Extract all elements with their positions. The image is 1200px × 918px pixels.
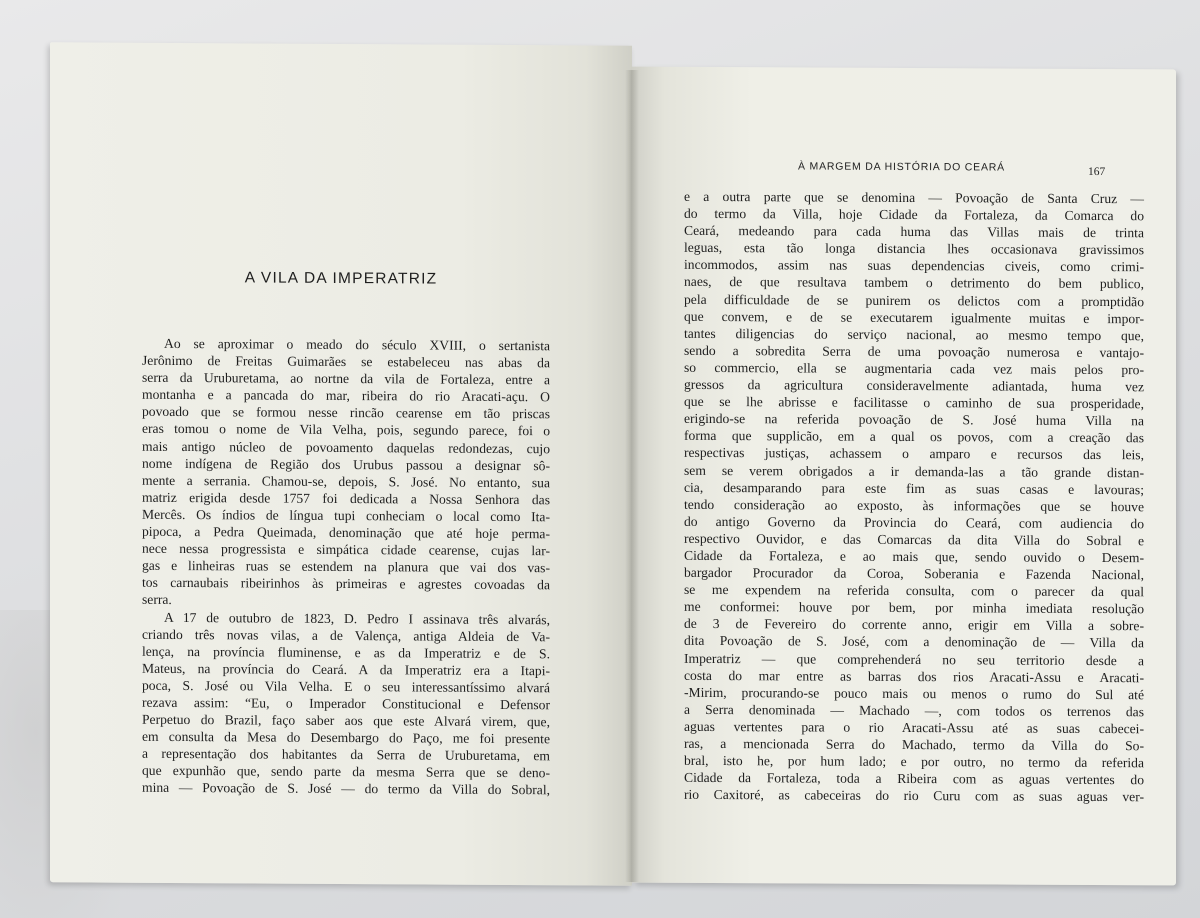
left-page-body	[142, 335, 550, 799]
text-line: dita Povoação de S. José, com a denominação de — Villa da	[684, 633, 1144, 651]
text-line: Ceará, medeando para cada huma das Villas mais de trinta	[684, 223, 1144, 241]
text-line: do termo da Villa, hoje Cidade da Fortaleza, da Comarca do	[684, 205, 1144, 224]
text-line: pipoca, a Pedra Queimada, denominação que até hoje perma-	[142, 523, 550, 542]
text-line: tos carnaubais ribeirinhos às primeiras e agrestes covoadas da	[142, 575, 550, 593]
right-page	[632, 67, 1176, 886]
text-line: bral, isto he, por hum lado; e por outro, no termo da referida	[684, 752, 1144, 771]
text-line: me conformei: houve por bem, por minha imediata resolução	[684, 599, 1144, 617]
text-line: leguas, esta tão longa distancia lhes occasionava gravissimos	[684, 240, 1144, 258]
text-line: de 3 de Fevereiro do corrente anno, erigir em Villa a sobre-	[684, 616, 1144, 634]
page-number: 167	[1088, 165, 1106, 179]
text-line: aguas vertentes para o rio Aracati-Assu até as suas cabecei-	[684, 718, 1144, 737]
text-line: -Mirim, procurando-se pouco mais ou menos o rumo do Sul até	[684, 684, 1144, 702]
text-line: e a outra parte que se denomina — Povoação de Santa Cruz —	[684, 188, 1144, 207]
text-line: a representação dos habitantes da Serra de Uruburetama, em	[142, 746, 550, 764]
text-line: so commercio, ella se augmentaria cada vez mais pelos pro-	[684, 359, 1144, 378]
text-line: serra da Uruburetama, ao nortne da vila de Fortaleza, entre a	[142, 369, 550, 388]
text-line: respectivas justiças, achassem o amparo e recursos das leis,	[684, 445, 1144, 463]
text-line: ras, a mencionada Serra do Machado, termo da Villa do So-	[684, 735, 1144, 754]
text-line: serra.	[142, 592, 172, 608]
text-line: do antigo Governo da Provincia do Ceará, com audiencia do	[684, 513, 1144, 532]
text-line: Ao se aproximar o meado do século XVIII, o sertanista	[164, 335, 550, 354]
text-line: costa do mar entre as barras dos rios Aracati-Assu e Aracati-	[684, 667, 1144, 685]
text-line: forma que supplicão, em a qual os povos, com a creação das	[684, 428, 1144, 446]
text-line: bargador Procurador da Coroa, Soberania e Fazenda Nacional,	[684, 564, 1144, 583]
left-page	[50, 42, 632, 886]
chapter-title: A VILA DA IMPERATRIZ	[244, 269, 438, 288]
book-gutter	[625, 70, 639, 882]
text-line: se me expendem na referida consulta, com o parecer da qual	[684, 582, 1144, 600]
text-line: que expunhão que, sendo parte da mesma Serra que se deno-	[142, 763, 550, 781]
text-line: rezava assim: “Eu, o Imperador Constitucional e Defensor	[142, 694, 550, 713]
text-line: a Serra denominada — Machado —, com todos os terrenos das	[684, 701, 1144, 720]
text-line: lença, na província fluminense, e as da Imperatriz e de S.	[142, 643, 550, 661]
right-page-body	[684, 188, 1144, 806]
text-line: pela difficuldade de se punirem os delictos com a promptidão	[684, 291, 1144, 309]
text-line: sem se verem obrigados a ir demanda-las a tão grande distan-	[684, 462, 1144, 480]
text-line: Mateus, na província do Ceará. A da Imperatriz era a Itapi-	[142, 660, 550, 679]
text-line: rio Caxitoré, as cabeceiras do rio Curu com as suas aguas ver-	[684, 787, 1144, 805]
text-line: Cidade da Fortaleza, toda a Ribeira com as aguas vertentes do	[684, 770, 1144, 788]
text-line: Perpetuo do Brazil, faço saber aos que este Alvará virem, que,	[142, 711, 550, 730]
text-line: tendo consideração ao exposto, às informações que se houve	[684, 496, 1144, 514]
text-line: que se lhe abrisse e facilitasse o caminho de sua prosperidade,	[684, 393, 1144, 412]
text-line: incommodos, assim nas suas dependencias civeis, como crimi-	[684, 257, 1144, 275]
text-line: mina — Povoação de S. José — do termo da Villa do Sobral,	[142, 780, 550, 798]
text-line: criando três novas vilas, a de Valença, antiga Aldeia de Va-	[142, 626, 550, 644]
text-line: mais antigo núcleo de povoamento daquelas redondezas, cujo	[142, 438, 550, 456]
text-line: em consulta da Mesa do Desembargo do Paço, me foi presente	[142, 728, 550, 747]
text-line: Cidade da Fortaleza, e ao mais que, sendo ouvido o Desem-	[684, 547, 1144, 566]
text-line: Imperatriz — que comprehenderá no seu territorio desde a	[684, 650, 1144, 668]
text-line: naes, de que resultava tambem o detrimento do bem publico,	[684, 274, 1144, 292]
text-line: povoado que se formou nesse rincão cearense em tão priscas	[142, 404, 550, 422]
text-line: sendo a sobredita Serra de uma povoação numerosa e vantajo-	[684, 342, 1144, 361]
text-line: nome indígena de Região dos Urubus passou a designar sô-	[142, 455, 550, 473]
text-line: eras tomou o nome de Vila Velha, pois, segundo parece, foi o	[142, 421, 550, 439]
text-line: gressos da agricultura consideravelmente adiantada, huma vez	[684, 376, 1144, 395]
text-line: gas e linheiras ruas se estendem na planura que vai dos vas-	[142, 558, 550, 576]
text-line: Mercês. Os índios de língua tupi conheciam o local como Ita-	[142, 506, 550, 525]
running-head: À MARGEM DA HISTÓRIA DO CEARÁ	[798, 160, 1005, 174]
text-line: nece nessa progressista e simpática cidade cearense, cujas lar-	[142, 540, 550, 559]
open-book	[40, 40, 1190, 900]
text-line: A 17 de outubro de 1823, D. Pedro I assinava três alvarás,	[164, 609, 550, 627]
text-line: poca, S. José ou Vila Velha. E o seu interessantíssimo alvará	[142, 677, 550, 696]
text-line: erigindo-se na referida povoação de S. José huma Villa na	[684, 411, 1144, 429]
text-line: tantes diligencias do serviço nacional, ao mesmo tempo que,	[684, 325, 1144, 344]
text-line: Jerônimo de Freitas Guimarães se estabeleceu nas abas da	[142, 352, 550, 371]
text-line: matriz erigida desde 1757 foi dedicada a Nossa Senhora das	[142, 489, 550, 508]
text-line: montanha e a pancada do mar, ribeira do rio Aracati-açu. O	[142, 387, 550, 405]
text-line: mente a serrania. Chamou-se, depois, S. José. No entanto, sua	[142, 472, 550, 491]
text-line: respectivo Ouvidor, e das Comarcas da dita Villa do Sobral e	[684, 530, 1144, 549]
text-line: cia, desamparando para este fim as suas casas e lavouras;	[684, 479, 1144, 497]
text-line: que convem, e de se executarem igualmente muitas e impor-	[684, 308, 1144, 326]
